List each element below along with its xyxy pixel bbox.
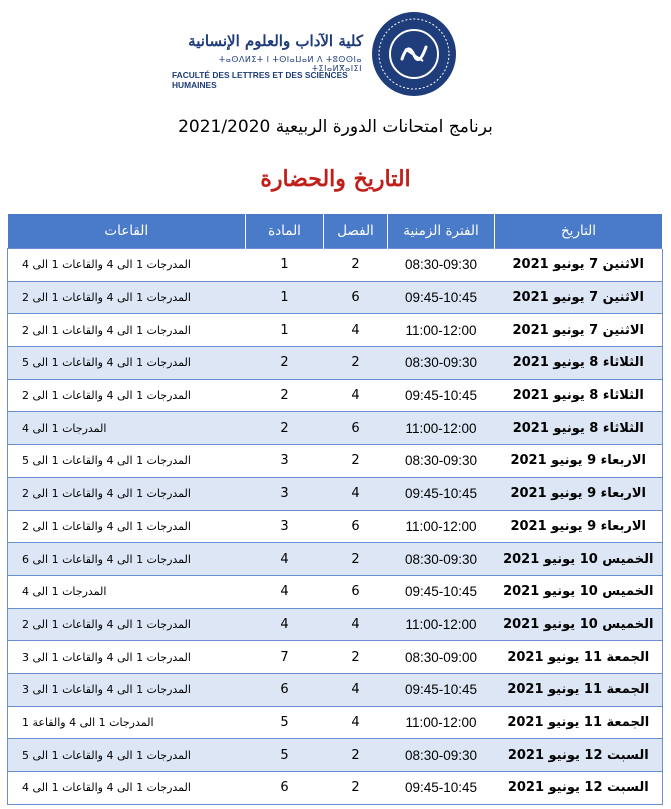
table-row — [8, 706, 663, 739]
subject-cell: 4 — [246, 575, 324, 608]
section-cell: 2 — [324, 641, 388, 674]
table-row — [8, 641, 663, 674]
subject-cell: 4 — [246, 608, 324, 641]
subject-cell: 5 — [246, 706, 324, 739]
subject-cell: 1 — [246, 281, 324, 314]
header-date: التاريخ — [495, 214, 663, 249]
time-cell: 11:00-12:00 — [388, 510, 495, 543]
table-row — [8, 281, 663, 314]
halls-cell: المدرجات 1 الى 4 والقاعات 1 الى 2 — [8, 281, 246, 314]
date-cell: الاربعاء 9 يونيو 2021 — [495, 510, 663, 543]
time-cell: 11:00-12:00 — [388, 608, 495, 641]
halls-cell: المدرجات 1 الى 4 والقاعات 1 الى 6 — [8, 543, 246, 576]
halls-cell: المدرجات 1 الى 4 والقاعات 1 الى 5 — [8, 445, 246, 478]
time-cell: 08:30-09:00 — [388, 641, 495, 674]
halls-cell: المدرجات 1 الى 4 والقاعات 1 الى 5 — [8, 739, 246, 772]
header-subject: المادة — [246, 214, 324, 249]
exam-schedule-table — [7, 214, 663, 805]
header-section: الفصل — [324, 214, 388, 249]
date-cell: الخميس 10 يونيو 2021 — [495, 543, 663, 576]
table-row — [8, 379, 663, 412]
university-seal-logo — [372, 12, 456, 96]
table-row — [8, 445, 663, 478]
table-row — [8, 510, 663, 543]
section-cell: 2 — [324, 347, 388, 380]
table-row — [8, 543, 663, 576]
table-row — [8, 575, 663, 608]
date-cell: الاثنين 7 يونيو 2021 — [495, 314, 663, 347]
subject-cell: 3 — [246, 477, 324, 510]
date-cell: الاربعاء 9 يونيو 2021 — [495, 445, 663, 478]
subject-cell: 3 — [246, 445, 324, 478]
header-time: الفترة الزمنية — [388, 214, 495, 249]
table-row — [8, 347, 663, 380]
section-cell: 6 — [324, 281, 388, 314]
date-cell: الاربعاء 9 يونيو 2021 — [495, 477, 663, 510]
page-header — [0, 0, 671, 110]
time-cell: 09:45-10:45 — [388, 477, 495, 510]
subject-cell: 1 — [246, 249, 324, 282]
page-title: برنامج امتحانات الدورة الربيعية 2021/2020 — [178, 117, 493, 137]
halls-cell: المدرجات 1 الى 4 والقاعات 1 الى 2 — [8, 379, 246, 412]
subject-cell: 7 — [246, 641, 324, 674]
section-cell: 4 — [324, 477, 388, 510]
time-cell: 08:30-09:30 — [388, 347, 495, 380]
section-cell: 2 — [324, 772, 388, 805]
faculty-name-french: FACULTÉ DES LETTRES ET DES SCIENCES HUMAINES — [172, 70, 348, 90]
table-row — [8, 477, 663, 510]
time-cell: 09:45-10:45 — [388, 673, 495, 706]
section-cell: 4 — [324, 673, 388, 706]
date-cell: السبت 12 يونيو 2021 — [495, 739, 663, 772]
section-cell: 2 — [324, 543, 388, 576]
subject-cell: 2 — [246, 347, 324, 380]
subject-cell: 4 — [246, 543, 324, 576]
table-row — [8, 673, 663, 706]
faculty-name-tifinagh: ⵜⴰⵙⴷⵍⵉⵜ ⵏ ⵜⵙⵏⴰⵡⴰⵍ ⴷ ⵜⵓⵙⵙⵏⴰ ⵜⵉⵏⴰⵍⴳⴰⵏⵉⵏ — [219, 55, 362, 73]
date-cell: السبت 12 يونيو 2021 — [495, 772, 663, 805]
time-cell: 09:45-10:45 — [388, 772, 495, 805]
subject-cell: 6 — [246, 772, 324, 805]
table-row — [8, 314, 663, 347]
halls-cell: المدرجات 1 الى 4 — [8, 412, 246, 445]
date-cell: الاثنين 7 يونيو 2021 — [495, 281, 663, 314]
time-cell: 08:30-09:30 — [388, 543, 495, 576]
section-cell: 6 — [324, 412, 388, 445]
halls-cell: المدرجات 1 الى 4 والقاعات 1 الى 2 — [8, 314, 246, 347]
section-cell: 4 — [324, 706, 388, 739]
table-row — [8, 739, 663, 772]
section-cell: 6 — [324, 510, 388, 543]
section-cell: 6 — [324, 575, 388, 608]
subject-cell: 6 — [246, 673, 324, 706]
time-cell: 08:30-09:30 — [388, 739, 495, 772]
time-cell: 08:30-09:30 — [388, 445, 495, 478]
halls-cell: المدرجات 1 الى 4 والقاعات 1 الى 2 — [8, 608, 246, 641]
subject-cell: 3 — [246, 510, 324, 543]
faculty-name-arabic: كلية الآداب والعلوم الإنسانية — [188, 32, 363, 50]
table-row — [8, 608, 663, 641]
table-row — [8, 249, 663, 282]
program-subtitle: التاريخ والحضارة — [260, 166, 411, 192]
section-cell: 2 — [324, 445, 388, 478]
time-cell: 09:45-10:45 — [388, 379, 495, 412]
halls-cell: المدرجات 1 الى 4 والقاعات 1 الى 5 — [8, 347, 246, 380]
header-halls: القاعات — [8, 214, 246, 249]
date-cell: الخميس 10 يونيو 2021 — [495, 608, 663, 641]
time-cell: 08:30-09:30 — [388, 249, 495, 282]
halls-cell: المدرجات 1 الى 4 والقاعات 1 الى 4 — [8, 772, 246, 805]
time-cell: 09:45-10:45 — [388, 575, 495, 608]
date-cell: الخميس 10 يونيو 2021 — [495, 575, 663, 608]
date-cell: الثلاثاء 8 يونيو 2021 — [495, 379, 663, 412]
table-row — [8, 772, 663, 805]
date-cell: الجمعة 11 يونيو 2021 — [495, 641, 663, 674]
section-cell: 2 — [324, 739, 388, 772]
time-cell: 11:00-12:00 — [388, 706, 495, 739]
table-header-row — [8, 214, 663, 249]
date-cell: الجمعة 11 يونيو 2021 — [495, 706, 663, 739]
time-cell: 11:00-12:00 — [388, 314, 495, 347]
date-cell: الجمعة 11 يونيو 2021 — [495, 673, 663, 706]
subject-cell: 5 — [246, 739, 324, 772]
halls-cell: المدرجات 1 الى 4 — [8, 575, 246, 608]
seal-emblem-icon — [375, 15, 453, 93]
section-cell: 4 — [324, 314, 388, 347]
date-cell: الثلاثاء 8 يونيو 2021 — [495, 412, 663, 445]
time-cell: 11:00-12:00 — [388, 412, 495, 445]
halls-cell: المدرجات 1 الى 4 والقاعات 1 الى 2 — [8, 510, 246, 543]
halls-cell: المدرجات 1 الى 4 والقاعات 1 الى 4 — [8, 249, 246, 282]
subject-cell: 2 — [246, 379, 324, 412]
halls-cell: المدرجات 1 الى 4 والقاعات 1 الى 3 — [8, 673, 246, 706]
halls-cell: المدرجات 1 الى 4 والقاعة 1 — [8, 706, 246, 739]
date-cell: الاثنين 7 يونيو 2021 — [495, 249, 663, 282]
table-row — [8, 412, 663, 445]
section-cell: 4 — [324, 379, 388, 412]
subject-cell: 2 — [246, 412, 324, 445]
date-cell: الثلاثاء 8 يونيو 2021 — [495, 347, 663, 380]
section-cell: 4 — [324, 608, 388, 641]
time-cell: 09:45-10:45 — [388, 281, 495, 314]
subject-cell: 1 — [246, 314, 324, 347]
halls-cell: المدرجات 1 الى 4 والقاعات 1 الى 2 — [8, 477, 246, 510]
halls-cell: المدرجات 1 الى 4 والقاعات 1 الى 3 — [8, 641, 246, 674]
section-cell: 2 — [324, 249, 388, 282]
